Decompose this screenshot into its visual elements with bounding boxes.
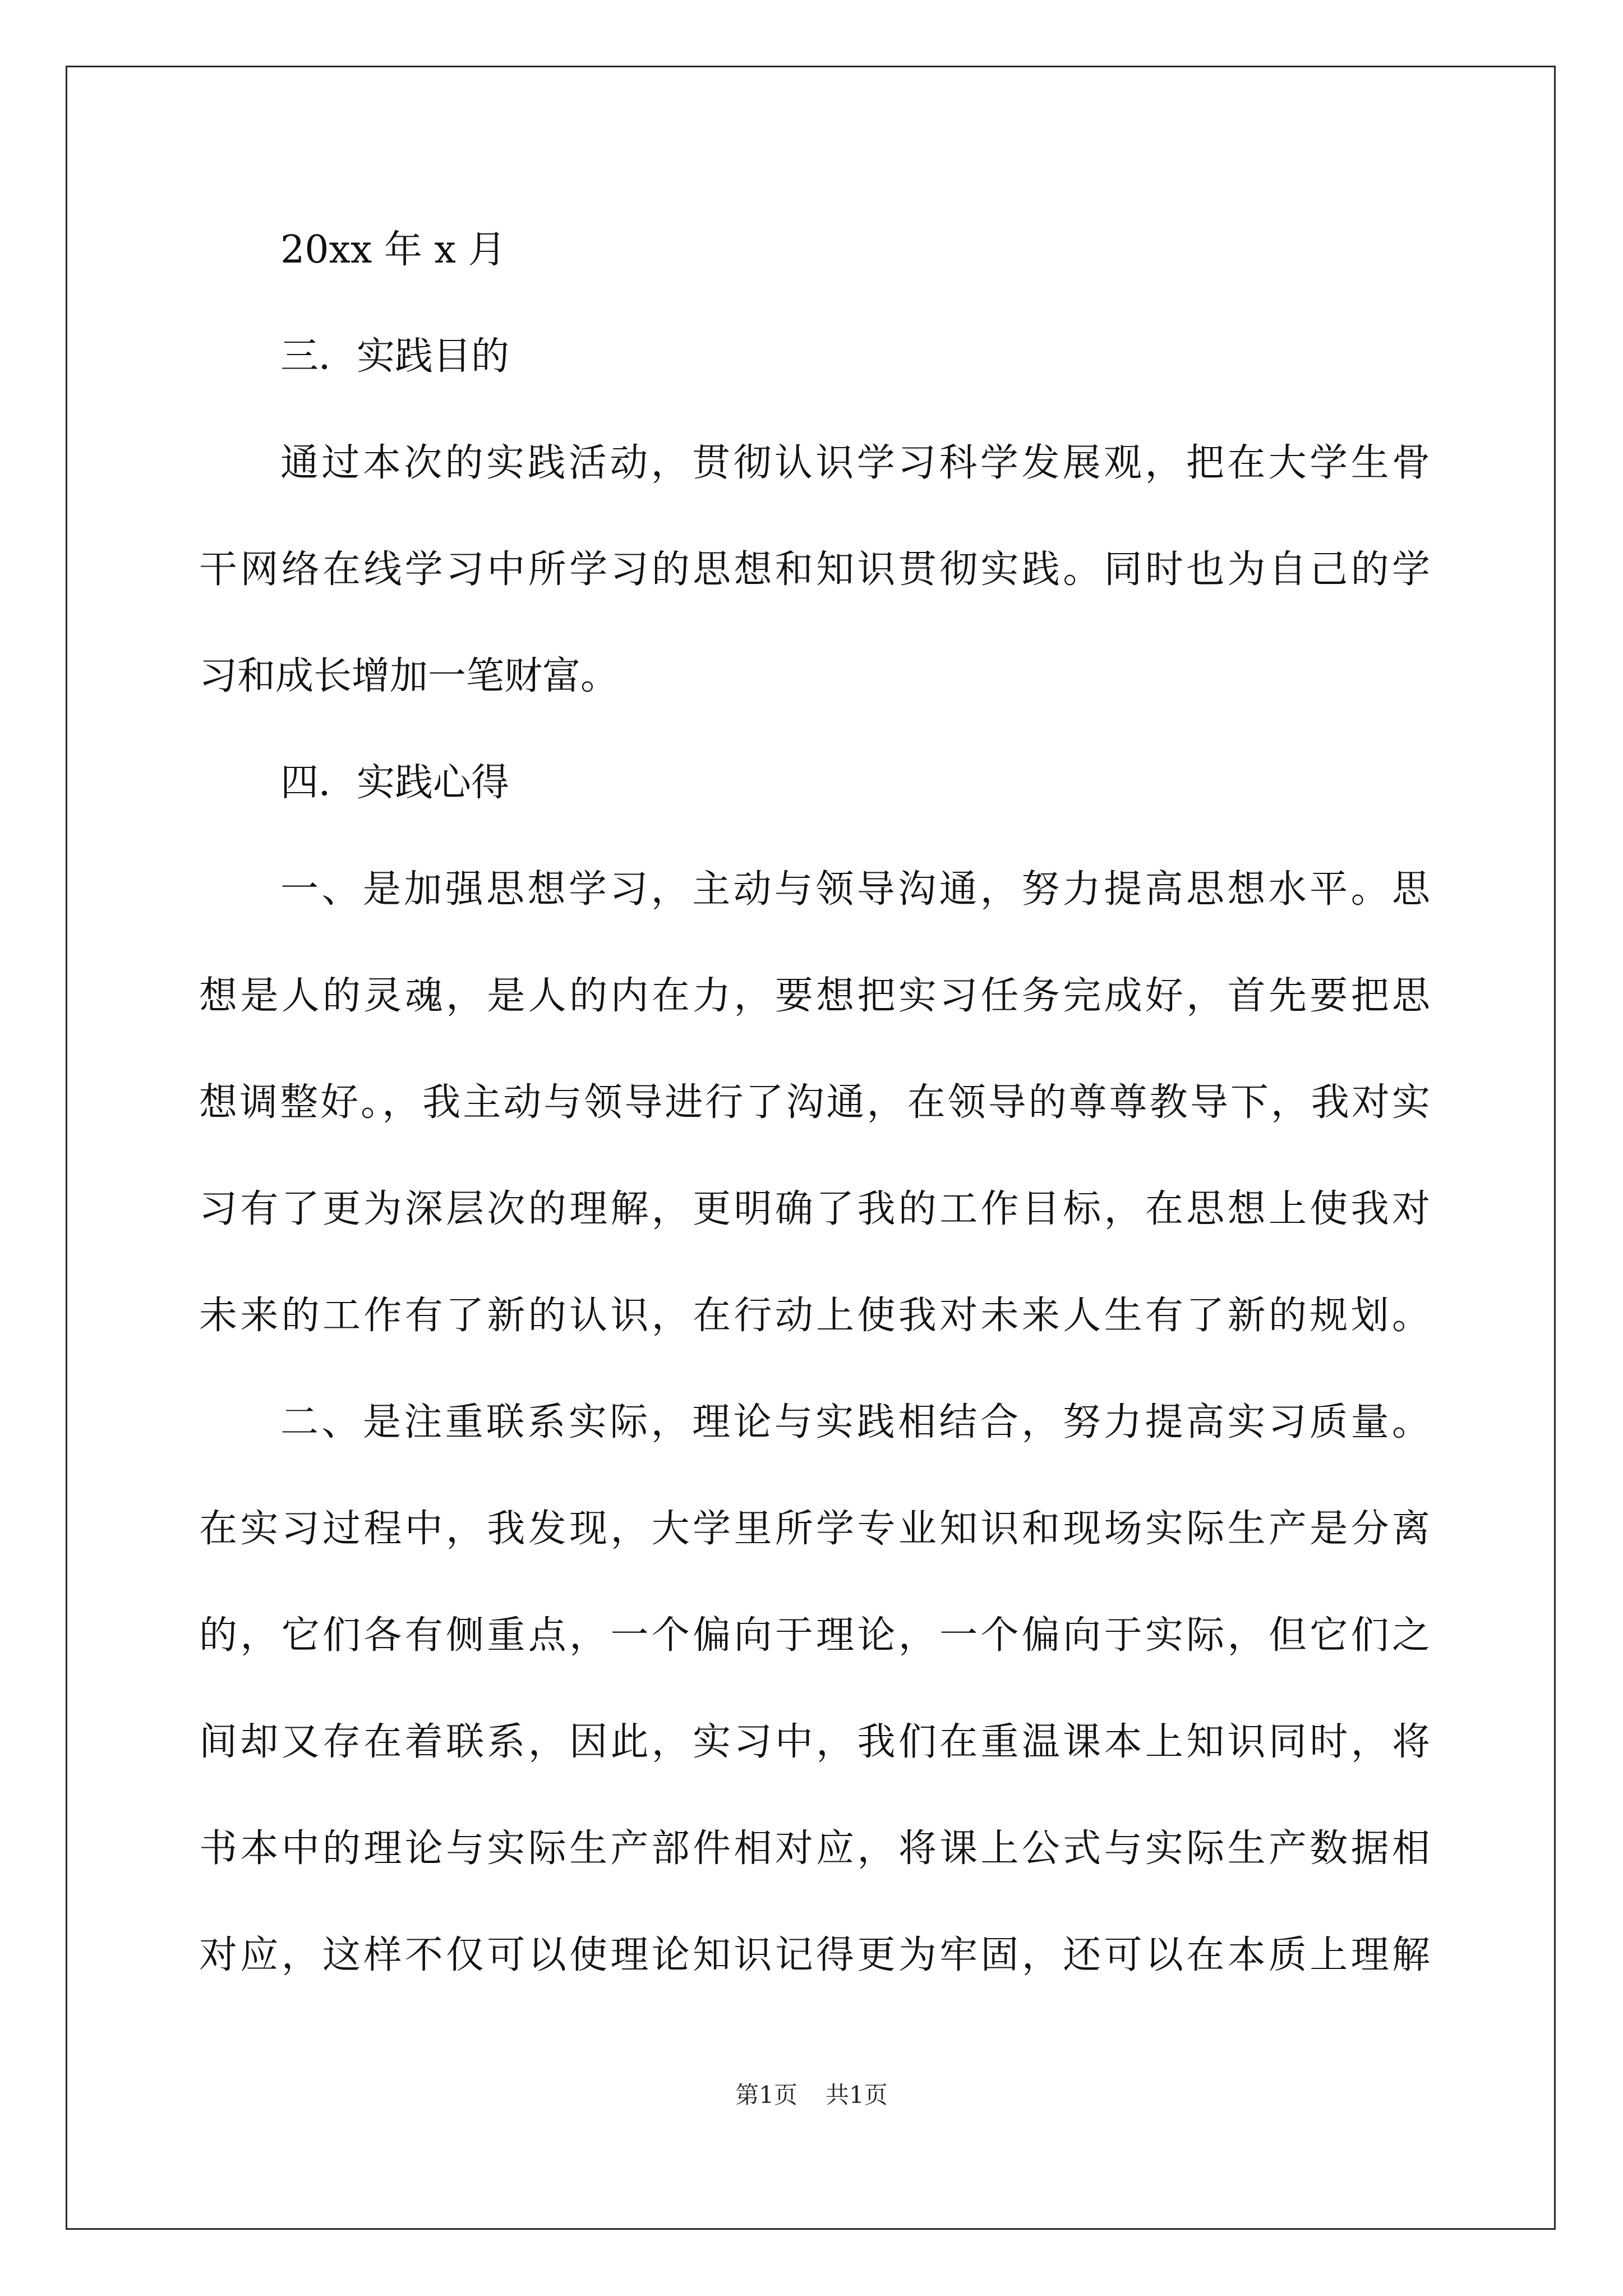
paragraph-line: 的，它们各有侧重点，一个偏向于理论，一个偏向于实际，但它们之 xyxy=(199,1613,1430,1658)
page-footer xyxy=(0,2078,1623,2112)
paragraph-line: 想是人的灵魂，是人的内在力，要想把实习任务完成好，首先要把思 xyxy=(199,974,1430,1018)
paragraph-line: 二、是注重联系实际，理论与实践相结合，努力提高实习质量。 xyxy=(280,1400,1430,1444)
paragraph-line: 在实习过程中，我发现，大学里所学专业知识和现场实际生产是分离 xyxy=(199,1507,1430,1551)
paragraph-line: 未来的工作有了新的认识，在行动上使我对未来人生有了新的规划。 xyxy=(199,1294,1430,1338)
page-total: 共1页 xyxy=(826,2081,888,2109)
paragraph-line: 习和成长增加一笔财富。 xyxy=(199,654,619,698)
paragraph-line: 干网络在线学习中所学习的思想和知识贯彻实践。同时也为自己的学 xyxy=(199,547,1430,592)
paragraph-line: 一、是加强思想学习，主动与领导沟通，努力提高思想水平。思 xyxy=(280,867,1430,912)
paragraph-line: 对应，这样不仅可以使理论知识记得更为牢固，还可以在本质上理解 xyxy=(199,1933,1430,1977)
section-heading-experience: 四．实践心得 xyxy=(280,761,510,805)
paragraph-line: 习有了更为深层次的理解，更明确了我的工作目标，在思想上使我对 xyxy=(199,1187,1430,1231)
paragraph-line: 间却又存在着联系，因此，实习中，我们在重温课本上知识同时，将 xyxy=(199,1720,1430,1764)
paragraph-line: 书本中的理论与实际生产部件相对应，将课上公式与实际生产数据相 xyxy=(199,1826,1430,1871)
page-number: 第1页 xyxy=(735,2081,797,2109)
page-border xyxy=(66,66,1556,2230)
section-heading-purpose: 三．实践目的 xyxy=(280,334,510,379)
paragraph-line: 想调整好。，我主动与领导进行了沟通，在领导的尊尊教导下，我对实 xyxy=(199,1080,1430,1125)
paragraph-line: 通过本次的实践活动，贯彻认识学习科学发展观，把在大学生骨 xyxy=(280,441,1430,485)
date-line: 20xx 年 x 月 xyxy=(280,228,506,272)
